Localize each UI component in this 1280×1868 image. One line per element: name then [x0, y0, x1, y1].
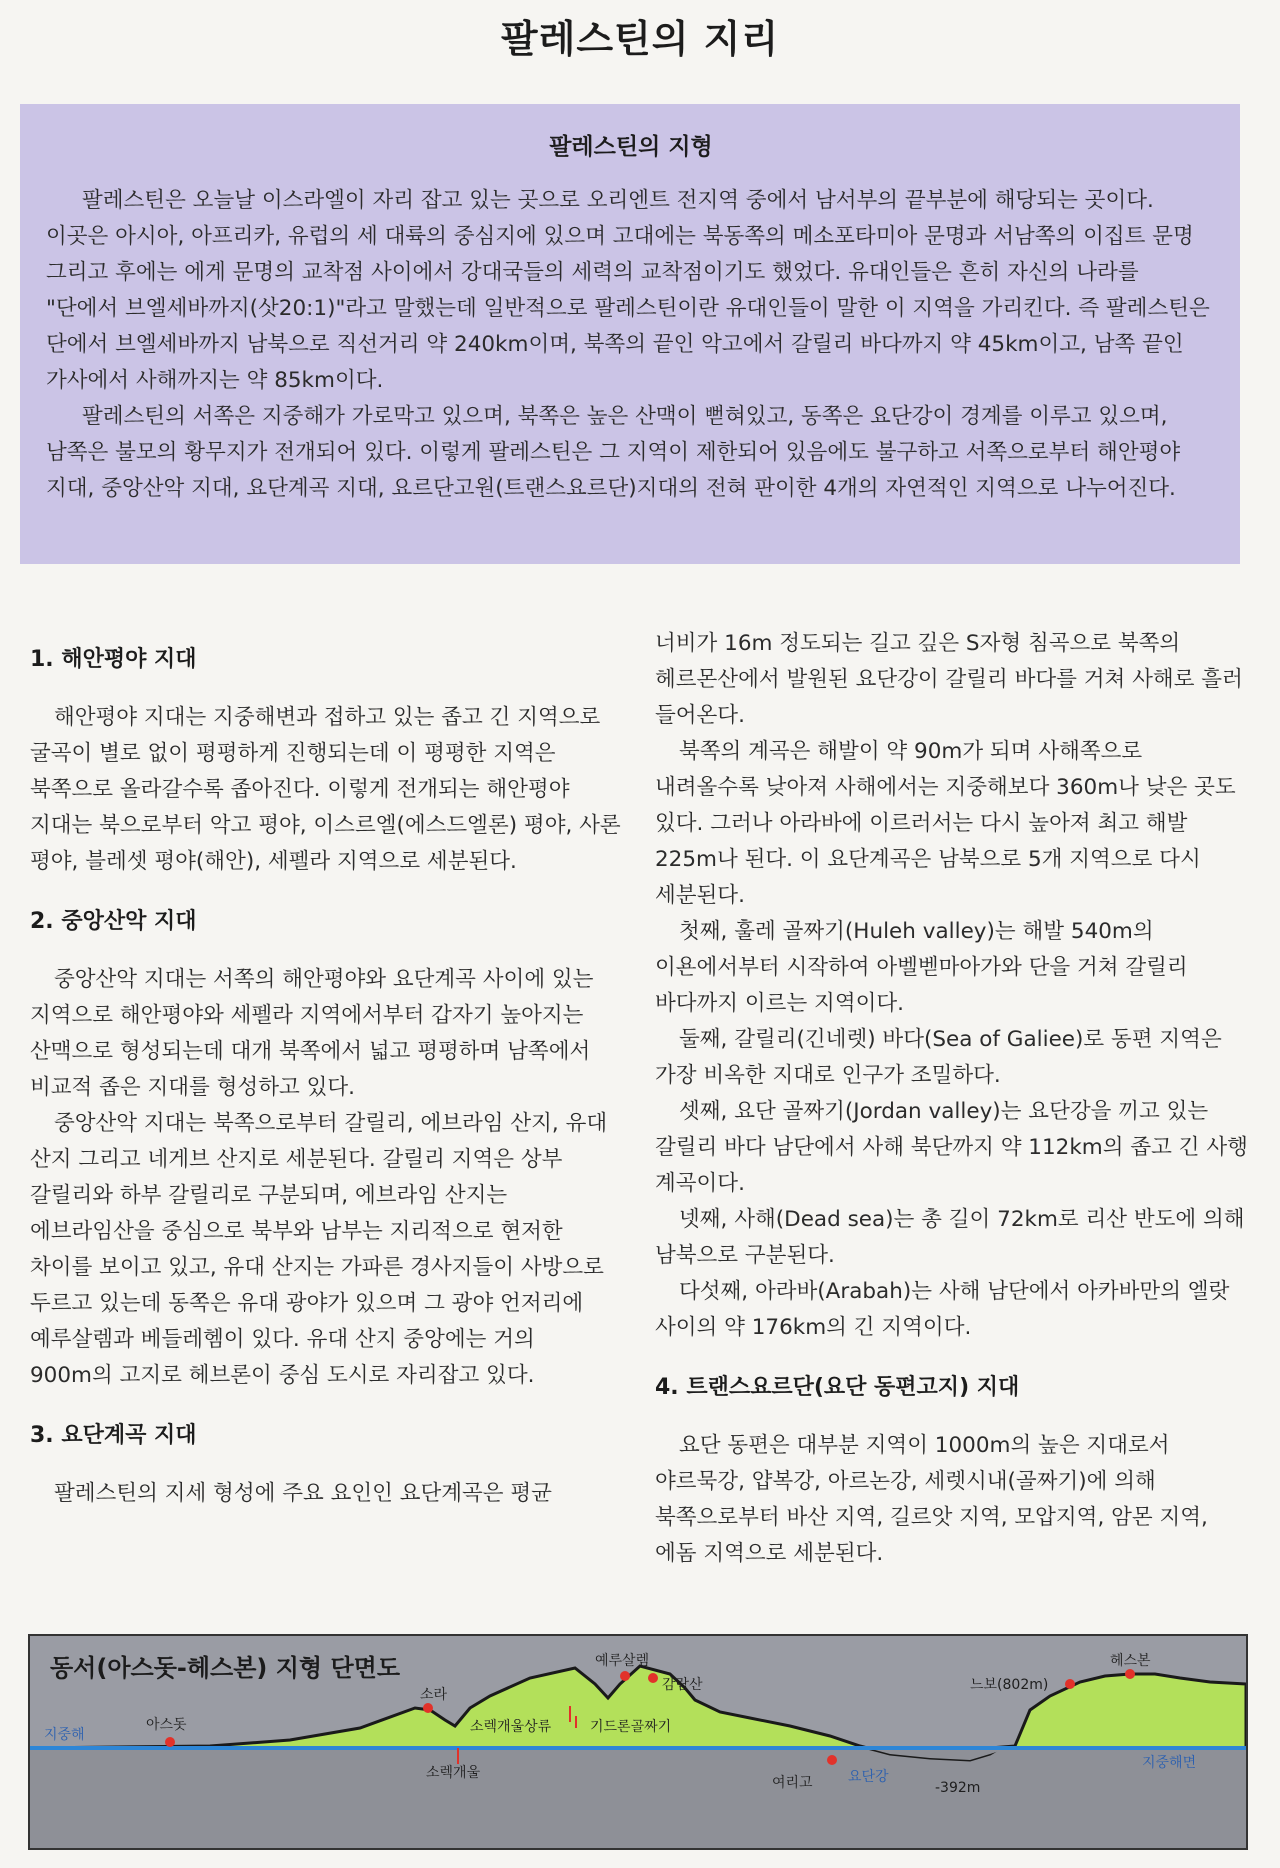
section-paragraph: 셋째, 요단 골짜기(Jordan valley)는 요단강을 끼고 있는 갈릴리 바다 남단에서 사해 북단까지 약 112km의 좁고 긴 사행 계곡이다. — [655, 1099, 1248, 1196]
profile-title: 동서(아스돗-헤스본) 지형 단면도 — [50, 1654, 401, 1682]
nebo-marker — [1065, 1679, 1075, 1689]
sorek-label: 소렉개울 — [426, 1765, 481, 1781]
page-title: 팔레스틴의 지리 — [500, 17, 780, 61]
section-paragraph: 해안평야 지대는 지중해변과 접하고 있는 좁고 긴 지역으로 굴곡이 별로 없이 평평하게 진행되는데 이 평평한 지역은 북쪽으로 올라갈수록 좁아진다. 이렇게 전개되는 해안평야 지대는 북으로부터 악고 평야, 이스르엘(에스드엘론) 평야, 사론 평야, 블레셋 평야(해안), 세펠라 지역으로 세분된다. — [30, 705, 621, 874]
right-column — [655, 626, 1248, 1572]
section-title: 3. 요단계곡 지대 — [30, 1423, 197, 1448]
jerusalem-label: 예루살렘 — [595, 1653, 650, 1669]
left-column — [30, 632, 623, 1512]
subsurface-area — [30, 1748, 1246, 1848]
kidron-label: 기드론골짜기 — [590, 1719, 672, 1735]
heshbon-label: 헤스본 — [1110, 1653, 1151, 1669]
terrain-profile-diagram — [28, 1634, 1248, 1850]
jerusalem-marker — [620, 1671, 630, 1681]
intro-heading: 팔레스틴의 지형 — [549, 134, 713, 160]
zorah-marker — [423, 1703, 433, 1713]
jericho-label: 여리고 — [772, 1775, 813, 1791]
sorek-upper-label: 소렉개울상류 — [470, 1719, 552, 1735]
mediterranean-label: 지중해 — [44, 1727, 85, 1743]
section-paragraph: 둘째, 갈릴리(긴네렛) 바다(Sea of Galiee)로 동편 지역은 가장 비옥한 지대로 인구가 조밀하다. — [655, 1027, 1222, 1088]
jordan-label: 요단강 — [848, 1769, 889, 1785]
nebo-label: 느보(802m) — [970, 1677, 1049, 1693]
section-paragraph: 첫째, 훌레 골짜기(Huleh valley)는 해발 540m의 이욘에서부터 시작하여 아벨벧마아가와 단을 거쳐 갈릴리 바다까지 이르는 지역이다. — [655, 919, 1188, 1016]
intro-box — [20, 104, 1240, 564]
section-paragraph: 북쪽의 계곡은 해발이 약 90m가 되며 사해쪽으로 내려올수록 낮아져 사해에서는 지중해보다 360m나 낮은 곳도 있다. 그러나 아라바에 이르러서는 다시 높아져 최고 해발 225m나 된다. 이 요단계곡은 남북으로 5개 지역으로 다시 세분된다. — [655, 739, 1236, 908]
mt-olives-marker — [648, 1673, 658, 1683]
section-title: 4. 트랜스요르단(요단 동편고지) 지대 — [655, 1375, 1020, 1400]
section-paragraph: 다섯째, 아라바(Arabah)는 사해 남단에서 아카바만의 엘랏 사이의 약 176km의 긴 지역이다. — [655, 1279, 1230, 1340]
mt-olives-label: 감람산 — [662, 1677, 703, 1693]
depth-label: -392m — [935, 1780, 981, 1796]
intro-paragraph: 팔레스틴의 서쪽은 지중해가 가로막고 있으며, 북쪽은 높은 산맥이 뻗혀있고, 동쪽은 요단강이 경계를 이루고 있으며, 남쪽은 불모의 황무지가 전개되어 있다. 이렇게 팔레스틴은 그 지역이 제한되어 있음에도 불구하고 서쪽으로부터 해안평야 지대, 중앙산악 지대, 요단계곡 지대, 요르단고원(트랜스요르단)지대의 전혀 판이한 4개의 자연적인 지역으로 나누어진다. — [46, 404, 1181, 501]
section-paragraph: 중앙산악 지대는 북쪽으로부터 갈릴리, 에브라임 산지, 유대 산지 그리고 네게브 산지로 세분된다. 갈릴리 지역은 상부 갈릴리와 하부 갈릴리로 구분되며, 에브라임 산지는 에브라임산을 중심으로 북부와 남부는 지리적으로 현저한 차이를 보이고 있고, 유대 산지는 가파른 경사지들이 사방으로 두르고 있는데 동쪽은 유대 광야가 있으며 그 광야 언저리에 예루살렘과 베들레헴이 있다. 유대 산지 중앙에는 거의 900m의 고지로 헤브론이 중심 도시로 자리잡고 있다. — [30, 1111, 608, 1388]
ashdod-label: 아스돗 — [146, 1717, 187, 1733]
section-title: 2. 중앙산악 지대 — [30, 909, 197, 934]
section-paragraph: 요단 동편은 대부분 지역이 1000m의 높은 지대로서 야르묵강, 얍복강, 아르논강, 세렛시내(골짜기)에 의해 북쪽으로부터 바산 지역, 길르앗 지역, 모압지역, 암몬 지역, 에돔 지역으로 세분된다. — [655, 1433, 1208, 1566]
section-paragraph: 중앙산악 지대는 서쪽의 해안평야와 요단계곡 사이에 있는 지역으로 해안평야와 세펠라 지역에서부터 갑자기 높아지는 산맥으로 형성되는데 대개 북쪽에서 넓고 평평하며 남쪽에서 비교적 좁은 지대를 형성하고 있다. — [30, 967, 594, 1100]
jericho-marker — [827, 1755, 837, 1765]
section-paragraph: 팔레스틴의 지세 형성에 주요 요인인 요단계곡은 평균 — [54, 1481, 552, 1506]
ashdod-marker — [165, 1737, 175, 1747]
section-paragraph: 넷째, 사해(Dead sea)는 총 길이 72km로 리산 반도에 의해 남북으로 구분된다. — [655, 1207, 1245, 1268]
section-paragraph: 너비가 16m 정도되는 길고 깊은 S자형 침곡으로 북쪽의 헤르몬산에서 발원된 요단강이 갈릴리 바다를 거쳐 사해로 흘러 들어온다. — [655, 631, 1243, 728]
heshbon-marker — [1125, 1669, 1135, 1679]
sea-level-label: 지중해면 — [1142, 1755, 1197, 1771]
zorah-label: 소라 — [420, 1687, 448, 1703]
intro-paragraph: 팔레스틴은 오늘날 이스라엘이 자리 잡고 있는 곳으로 오리엔트 전지역 중에서 남서부의 끝부분에 해당되는 곳이다. 이곳은 아시아, 아프리카, 유럽의 세 대륙의 중심지에 있으며 고대에는 북동쪽의 메소포타미아 문명과 서남쪽의 이집트 문명 그리고 후에는 에게 문명의 교착점 사이에서 강대국들의 세력의 교착점이기도 했었다. 유대인들은 흔히 자신의 나라를 "단에서 브엘세바까지(삿20:1)"라고 말했는데 일반적으로 팔레스틴이란 유대인들이 말한 이 지역을 가리킨다. 즉 팔레스틴은 단에서 브엘세바까지 남북으로 직선거리 약 240km이며, 북쪽의 끝인 악고에서 갈릴리 바다까지 약 45km이고, 남쪽 끝인 가사에서 사해까지는 약 85km이다. — [46, 188, 1210, 393]
section-title: 1. 해안평야 지대 — [30, 647, 197, 672]
